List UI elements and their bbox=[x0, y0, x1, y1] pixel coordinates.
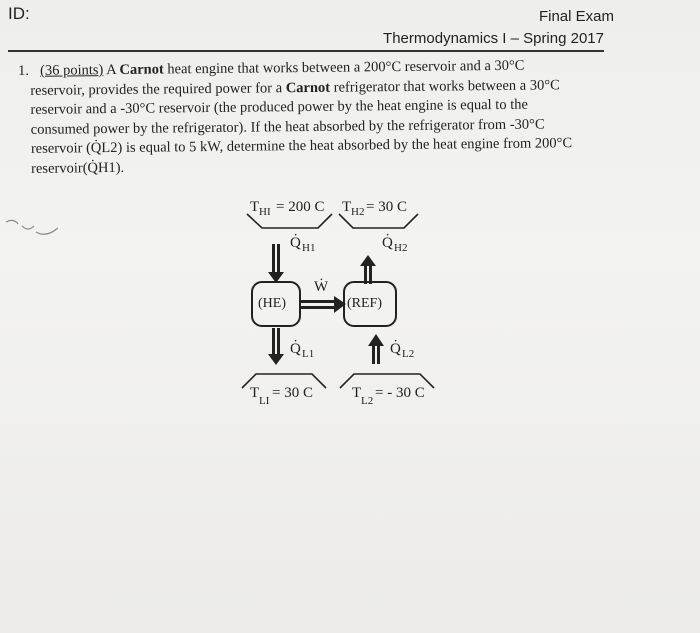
arrow-work bbox=[300, 296, 346, 313]
reservoir-value: = 30 C bbox=[366, 199, 407, 215]
question-line-text: heat engine that works between a 200°C reservoir and a 30°C bbox=[163, 57, 525, 78]
arrow-q-h2 bbox=[360, 255, 376, 284]
question-line-text: reservoir(Q̇H1). bbox=[31, 159, 125, 177]
heat-q-symbol: Q̇ bbox=[290, 341, 301, 357]
reservoir-cold-fridge bbox=[340, 374, 434, 407]
reservoir-symbol: T bbox=[250, 199, 260, 215]
heat-q-symbol: Q̇ bbox=[382, 235, 393, 251]
work-symbol: Ẇ bbox=[314, 279, 329, 295]
question-line-text: consumed power by the refrigerator). If the heat absorbed by the refrigerator from -30°C bbox=[30, 115, 545, 138]
refrigerator-box bbox=[344, 282, 396, 326]
reservoir-hot-engine bbox=[247, 199, 332, 228]
question-line-text: A bbox=[103, 61, 120, 79]
reservoir-value: = 30 C bbox=[272, 385, 313, 401]
question-line-text: reservoir and a -30°C reservoir (the produced power by the heat engine is equal to the bbox=[30, 96, 528, 118]
heat-q-subscript: L2 bbox=[402, 348, 415, 360]
question-line-text: refrigerator that works between a 30°C bbox=[330, 76, 560, 96]
heat-engine-box bbox=[252, 282, 300, 326]
arrow-q-l1 bbox=[268, 328, 284, 365]
heat-q-subscript: H2 bbox=[394, 242, 408, 254]
reservoir-cold-engine bbox=[242, 374, 326, 407]
reservoir-subscript: L2 bbox=[361, 395, 374, 407]
reservoir-symbol: T bbox=[352, 385, 362, 401]
reservoir-value: = - 30 C bbox=[375, 385, 425, 401]
question-line-text: reservoir (Q̇L2) is equal to 5 kW, determine the heat absorbed by the heat engine from 200°C bbox=[30, 135, 573, 157]
id-label: ID: bbox=[8, 4, 30, 23]
heat-q-symbol: Q̇ bbox=[290, 235, 301, 251]
refrigerator-label: (REF) bbox=[347, 296, 382, 311]
question-number: 1. bbox=[18, 62, 30, 79]
heat-engine-label: (HE) bbox=[258, 296, 286, 311]
reservoir-hot-fridge bbox=[339, 199, 418, 228]
exam-title: Final Exam bbox=[538, 8, 614, 25]
pencil-mark bbox=[6, 220, 58, 234]
reservoir-symbol: T bbox=[250, 385, 260, 401]
carnot-term: Carnot bbox=[285, 79, 331, 96]
reservoir-symbol: T bbox=[342, 199, 352, 215]
heat-q-subscript: L1 bbox=[302, 348, 315, 360]
arrow-q-h1 bbox=[268, 244, 284, 283]
carnot-term: Carnot bbox=[119, 61, 164, 78]
reservoir-subscript: HI bbox=[259, 206, 271, 218]
question-points: (36 points) bbox=[40, 62, 104, 79]
heat-q-subscript: H1 bbox=[302, 242, 316, 254]
heat-q-symbol: Q̇ bbox=[390, 341, 401, 357]
course-title: Thermodynamics I – Spring 2017 bbox=[383, 30, 604, 47]
arrow-q-l2 bbox=[368, 334, 384, 364]
reservoir-value: = 200 C bbox=[276, 199, 325, 215]
question-line-text: reservoir, provides the required power for a bbox=[30, 79, 286, 99]
reservoir-subscript: H2 bbox=[351, 206, 365, 218]
reservoir-subscript: LI bbox=[259, 395, 270, 407]
